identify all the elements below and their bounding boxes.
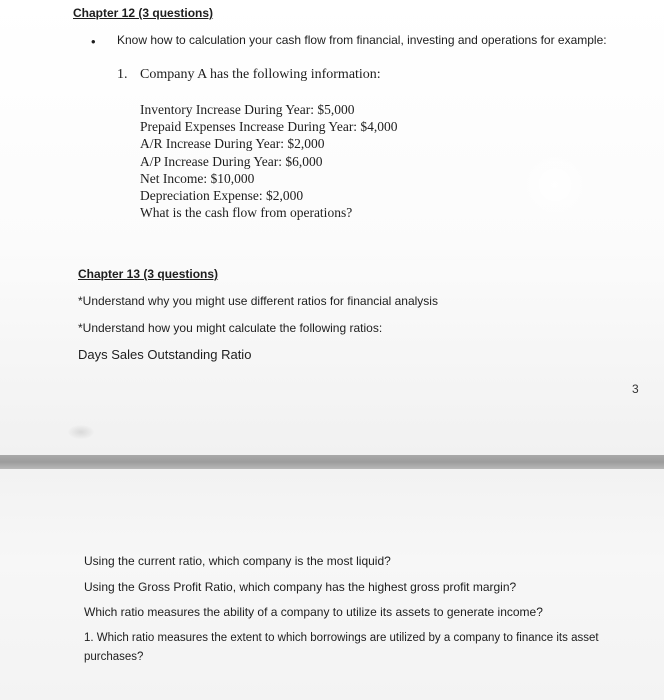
chapter-12-heading: Chapter 12 (3 questions)	[73, 6, 214, 20]
question-number: 1.	[117, 67, 128, 82]
info-line: Prepaid Expenses Increase During Year: $4,000	[140, 119, 398, 135]
page-divider	[0, 455, 664, 469]
smudge-mark	[68, 425, 94, 439]
info-line: Net Income: $10,000	[140, 170, 255, 186]
ratio-item: *Understand how you might calculate the following ratios:	[78, 321, 383, 335]
bullet-icon: •	[91, 34, 96, 49]
info-line: Inventory Increase During Year: $5,000	[140, 102, 355, 117]
company-info	[140, 101, 398, 221]
question-line: Using the current ratio, which company is the most liquid?	[84, 554, 391, 568]
question-line: Using the Gross Profit Ratio, which company has the highest gross profit margin?	[84, 580, 517, 594]
info-line: A/R Increase During Year: $2,000	[140, 136, 325, 152]
info-line: A/P Increase During Year: $6,000	[140, 153, 323, 169]
cash-flow-instruction: Know how to calculation your cash flow from financial, investing and operations for example:	[117, 33, 607, 47]
light-glare	[520, 150, 590, 220]
question-intro: Company A has the following information:	[140, 67, 381, 82]
page-number: 3	[632, 382, 639, 396]
question-line: Which ratio measures the ability of a company to utilize its assets to generate income?	[84, 605, 543, 619]
info-line: Depreciation Expense: $2,000	[140, 188, 304, 204]
chapter-13-heading: Chapter 13 (3 questions)	[78, 267, 219, 281]
info-line: What is the cash flow from operations?	[140, 205, 353, 221]
ratio-item: Days Sales Outstanding Ratio	[78, 347, 252, 362]
ratio-item: *Understand why you might use different ratios for financial analysis	[78, 294, 438, 308]
numbered-question: 1. Which ratio measures the extent to which borrowings are utilized by a company to finance its asset purchases?	[84, 632, 599, 663]
